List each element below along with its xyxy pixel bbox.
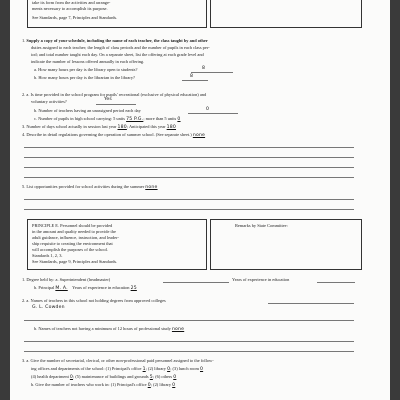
item1-line-2: duties assigned to each teacher; the length of class periods and the number of pupils in each class per- (31, 45, 210, 50)
principle-line-4: ship requisite to creating the environment that (32, 241, 113, 246)
item1-a-value: 8 (202, 66, 206, 71)
remarks-label: Remarks by State Committee: (235, 223, 288, 228)
principle-line-2: in the amount and quality needed to provide the (32, 229, 116, 234)
item2b-a-label: 2. a. Names of teachers in this school not holding degrees from approved colleges (22, 298, 166, 303)
top-box-line-2: ments necessary to accomplish its purpose. (32, 6, 108, 11)
item2-a-line-1: 2. a. Is time provided in the school program for pupils' recreational (exclusive of physical education) and (22, 92, 207, 97)
item1-line-1: 1. Supply a copy of your schedule, including the name of each teacher, the class taught by and other (22, 38, 208, 43)
item2-c-line: c. Number of pupils in high school carrying: 5 units 75 P.G.; more than 5 units 0 (34, 116, 181, 122)
item3b-line-1: 3. a. Give the number of secretarial, clerical, or other non-professional paid personnel assigned to the follow- (22, 358, 214, 363)
top-box-line-1: take its form from the activities and arrange- (32, 0, 111, 5)
principle-line-1: PRINCIPLE E. Personnel should be provided (32, 223, 113, 228)
item3b-line-3: (4) health department 0; (5) maintenance of buildings and grounds 5; (6) others 0 (31, 374, 177, 380)
item1-line-4: indicate the number of lessons offered annually in each offering. (31, 59, 145, 64)
item2-b-value: 0 (206, 107, 210, 112)
item5-line: 5. List opportunities provided for school activities during the summer none (22, 184, 158, 190)
item1-a-label: a. How many hours per day is the library open to students? (34, 67, 138, 72)
item3-line: 3. Number of days school actually in session last year 180; Anticipated this year 180 (22, 124, 177, 130)
item2-a-value: Yes (104, 97, 113, 102)
item1b-a-line: 1. Degree held by: a. Superintendent (headmaster) (22, 277, 111, 282)
principle-line-7: See Standards, page 9, Principles and Standards. (32, 259, 118, 264)
item2b-b-line: b. Names of teachers not having a minimum of 12 hours of professional study none (34, 326, 185, 332)
item1-line-3: iod; and total number taught each day. On a separate sheet, list the offering at each grade level and (31, 52, 204, 57)
document-page (10, 0, 390, 400)
item2-b-label: b. Number of teachers having an unassigned period each day (34, 108, 141, 113)
item4-line: 4. Describe in detail regulations governing the operation of summer school. (See separate sheet.) none (22, 132, 206, 138)
item3b-line-4: b. Give the number of teachers who work in: (1) Principal's office 0; (2) library 0 (31, 382, 176, 388)
top-box-line-3: See Standards, page 7, Principles and Standards. (32, 15, 118, 20)
item1b-b-line: b. Principal M. A. Years of experience in education 25 (34, 285, 137, 291)
item1-b-value: 8 (190, 74, 194, 79)
item2-a-line-2: voluntary activities? (31, 99, 67, 104)
item1-b-label: b. How many hours per day is the librarian in the library? (34, 75, 135, 80)
principle-line-5: will accomplish the purposes of the school. (32, 247, 108, 252)
top-right-box (210, 0, 362, 28)
principle-line-3: adult guidance, influence, instruction, and leader- (32, 235, 119, 240)
item1b-a-label2: Years of experience in education (232, 277, 290, 282)
item2b-a-value: G. L. Cowden (32, 305, 65, 310)
item3b-line-2: ing offices and departments of the school: (1) Principal's office 1; (2) library 0; (3) lunch room 0 (31, 366, 204, 372)
principle-line-6: Standards 1, 2, 3. (32, 253, 63, 258)
